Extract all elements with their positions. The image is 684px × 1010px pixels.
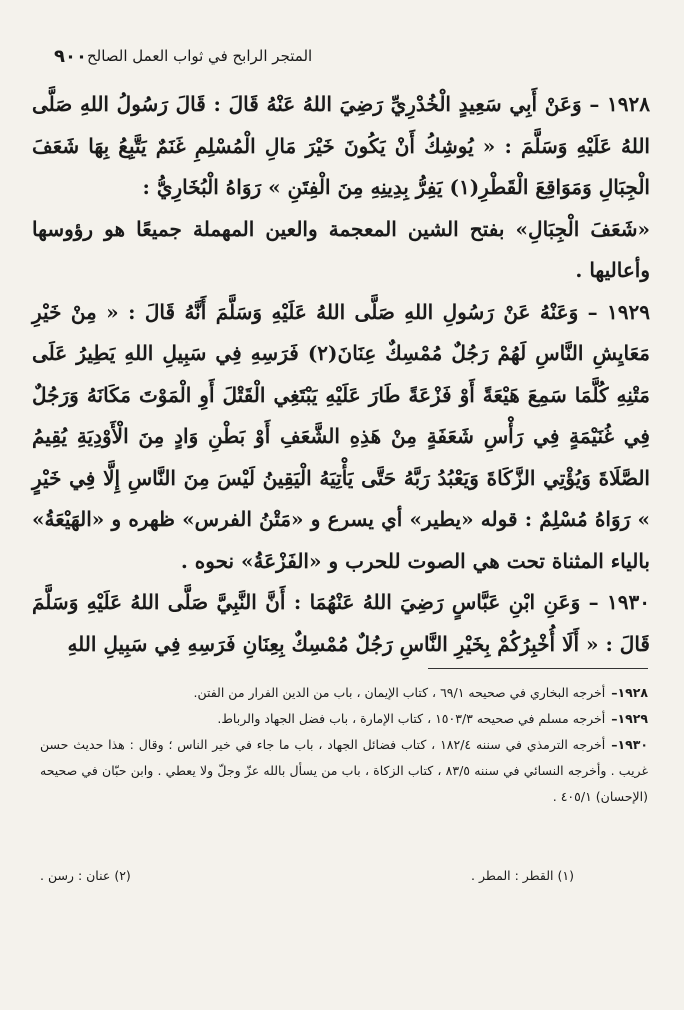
footnote-text: أخرجه البخاري في صحيحه ٦٩/١ ، كتاب الإيمان ، باب من الدين الفرار من الفتن.: [193, 685, 606, 700]
footnote-separator: [428, 668, 648, 669]
footnote-1928: [40, 680, 648, 706]
hadith-1928: ١٩٢٨ – وَعَنْ أَبِي سَعِيدٍ الْخُدْرِيِّ رَضِيَ اللهُ عَنْهُ قَالَ : قَالَ رَسُولُ اللهِ صَلَّى اللهُ عَلَيْهِ وَسَلَّمَ : « يُوشِكُ أَنْ يَكُونَ خَيْرَ مَالِ الْمُسْلِمِ غَنَمٌ يَتَّبِعُ بِهَا شَعَفَ الْجِبَالِ وَمَوَاقِعَ الْقَطْرِ(١) يَفِرُّ بِدِينِهِ مِنَ الْفِتَنِ » رَوَاهُ الْبُخَارِيُّ :: [32, 92, 650, 199]
source-footnotes: [40, 680, 648, 810]
hadith-1930: ١٩٣٠ – وَعَنِ ابْنِ عَبَّاسٍ رَضِيَ اللهُ عَنْهُمَا : أَنَّ النَّبِيَّ صَلَّى اللهُ عَلَيْهِ وَسَلَّمَ قَالَ : « أَلَا أُخْبِرُكُمْ بِخَيْرِ النَّاسِ رَجُلٌ مُمْسِكٌ بِعِنَانِ فَرَسِهِ فِي سَبِيلِ اللهِ: [32, 590, 650, 656]
hadith-1928-gloss: «شَعَفَ الْجِبَالِ» بفتح الشين المعجمة والعين المهملة جميعًا هو رؤوسها وأعاليها .: [32, 216, 650, 282]
word-notes: [40, 868, 574, 883]
footnote-text: أخرجه الترمذي في سننه ١٨٢/٤ ، كتاب فضائل الجهاد ، باب ما جاء في خير الناس ؛ وقال : هذا حديث حسن غريب . وأخرجه النسائي في سننه ٨٣/٥ ، كتاب الزكاة ، باب من يسأل بالله عزّ وجلّ ولا يعطي . وابن حبّان في صحيحه (الإحسان) ٤٠٥/١ .: [40, 737, 648, 804]
footnote-number: ١٩٢٩–: [611, 711, 648, 726]
hadith-1929: ١٩٢٩ – وَعَنْهُ عَنْ رَسُولِ اللهِ صَلَّى اللهُ عَلَيْهِ وَسَلَّمَ أَنَّهُ قَالَ : « مِنْ خَيْرِ مَعَايِشِ النَّاسِ لَهُمْ رَجُلٌ مُمْسِكٌ عِنَانَ(٢) فَرَسِهِ فِي سَبِيلِ اللهِ يَطِيرُ عَلَى مَتْنِهِ كُلَّمَا سَمِعَ هَيْعَةً أَوْ فَزْعَةً طَارَ عَلَيْهِ يَبْتَغِي الْقَتْلَ أَوِ الْمَوْتَ مَكَانَهُ وَرَجُلٌ فِي غُنَيْمَةٍ فِي رَأْسِ شَعَفَةٍ مِنْ هَذِهِ الشَّعَفِ أَوْ بَطْنِ وَادٍ مِنَ الْأَوْدِيَةِ يُقِيمُ الصَّلَاةَ وَيُؤْتِي الزَّكَاةَ وَيَعْبُدُ رَبَّهُ حَتَّى يَأْتِيَهُ الْيَقِينُ لَيْسَ مِنَ النَّاسِ إِلَّا فِي خَيْرٍ » رَوَاهُ مُسْلِمٌ : قوله «يطير» أي يسرع و «مَتْنُ الفرس» ظهره و «الهَيْعَةُ» بالياء المثناة تحت هي الصوت للحرب و «الفَزْعَةُ» نحوه .: [32, 299, 650, 573]
footnote-number: ١٩٢٨–: [611, 685, 648, 700]
running-title: المتجر الرابح في ثواب العمل الصالح: [86, 47, 313, 65]
footnote-1930: [40, 732, 648, 810]
footnote-1929: [40, 706, 648, 732]
page-number: ٩٠٠: [54, 45, 87, 67]
page-header: [40, 42, 644, 70]
note-2: (٢) عنان : رسن .: [40, 868, 131, 883]
note-1: (١) القطر : المطر .: [471, 868, 574, 883]
main-text: [32, 84, 650, 665]
footnote-text: أخرجه مسلم في صحيحه ١٥٠٣/٣ ، كتاب الإمارة ، باب فضل الجهاد والرباط.: [217, 711, 606, 726]
footnote-number: ١٩٣٠–: [611, 737, 648, 752]
